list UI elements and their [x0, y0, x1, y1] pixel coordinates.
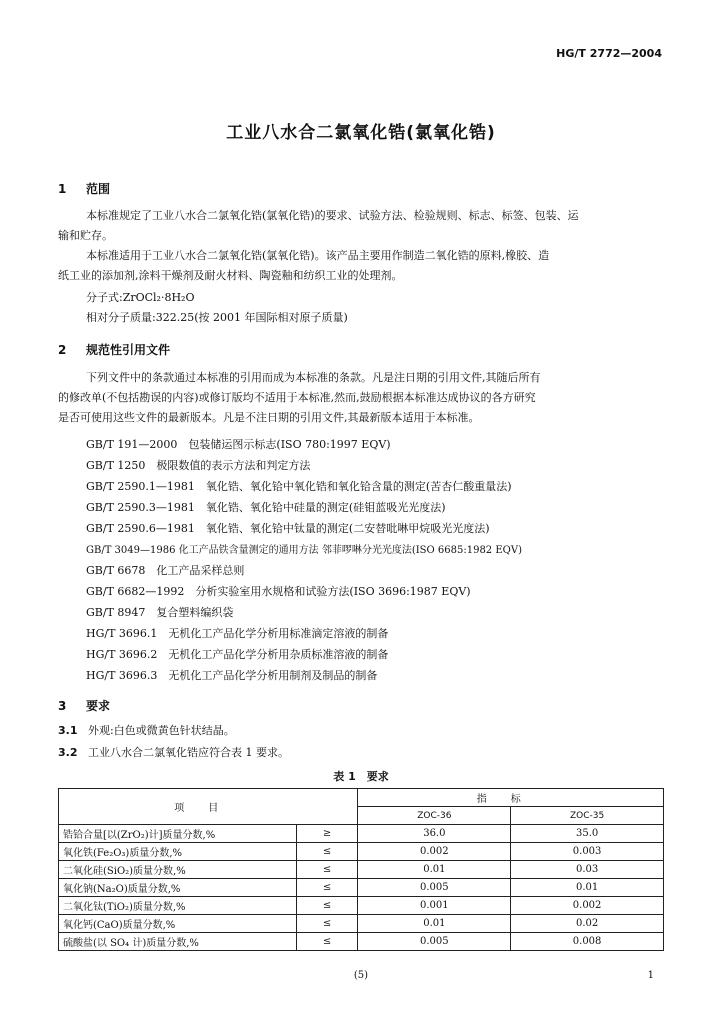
- item-text: 工业八水合二氯氧化锆应符合表 1 要求。: [88, 746, 289, 759]
- row-value: 0.008: [511, 933, 664, 951]
- reference-item: [86, 562, 244, 578]
- requirement-item: [58, 744, 289, 760]
- reference-item: [86, 646, 388, 662]
- molecular-formula: 分子式:ZrOCl₂·8H₂O: [86, 291, 195, 304]
- reference-code: GB/T 191—2000: [86, 438, 178, 451]
- reference-item: [86, 499, 446, 515]
- standard-code: HG/T 2772—2004: [556, 47, 662, 60]
- reference-code: GB/T 1250: [86, 459, 146, 472]
- reference-code: GB/T 2590.6—1981: [86, 522, 195, 535]
- row-value: 0.03: [511, 861, 664, 879]
- reference-title: 氧化锆、氧化铪中钛量的测定(二安替吡啉甲烷吸光光度法): [205, 522, 490, 535]
- reference-code: GB/T 2590.1—1981: [86, 480, 195, 493]
- scope-line: 输和贮存。: [58, 229, 113, 242]
- item-column-header: 项目: [59, 789, 358, 825]
- section-title: 范围: [86, 182, 111, 196]
- page-number: 1: [647, 970, 654, 981]
- table-row: [59, 861, 664, 879]
- row-operator: ≥: [296, 825, 358, 843]
- reference-item: [86, 478, 512, 494]
- reference-title: 氧化锆、氧化铪中氧化锆和氧化铪含量的测定(苦杏仁酸重量法): [205, 480, 512, 493]
- section-2-heading: [58, 341, 170, 358]
- row-label: 氧化钠(Na₂O)质量分数,%: [59, 879, 297, 897]
- row-operator: ≤: [296, 879, 358, 897]
- row-label: 氧化铁(Fe₂O₃)质量分数,%: [59, 843, 297, 861]
- reference-item: [86, 541, 522, 556]
- reference-code: GB/T 2590.3—1981: [86, 501, 195, 514]
- reference-code: HG/T 3696.2: [86, 648, 158, 661]
- row-value: 0.01: [358, 861, 511, 879]
- references-intro-line: 是否可使用这些文件的最新版本。凡是不注日期的引用文件,其最新版本适用于本标准。: [58, 411, 480, 424]
- reference-title: 无机化工产品化学分析用杂质标准溶液的制备: [168, 648, 389, 661]
- reference-title: 化工产品采样总则: [156, 564, 245, 577]
- row-operator: ≤: [296, 861, 358, 879]
- row-operator: ≤: [296, 843, 358, 861]
- row-value: 35.0: [511, 825, 664, 843]
- reference-title: 氧化锆、氧化铪中硅量的测定(硅钼蓝吸光光度法): [205, 501, 446, 514]
- reference-code: GB/T 6678: [86, 564, 146, 577]
- table-row: [59, 915, 664, 933]
- row-operator: ≤: [296, 897, 358, 915]
- scope-line: 本标准适用于工业八水合二氯氧化锆(氯氧化锆)。该产品主要用作制造二氧化锆的原料,橡胶、造: [86, 249, 550, 262]
- row-operator: ≤: [296, 933, 358, 951]
- grade-header: ZOC-36: [358, 807, 511, 825]
- section-number: 1: [58, 182, 67, 196]
- section-number: 3: [58, 699, 67, 713]
- grade-header: ZOC-35: [511, 807, 664, 825]
- row-value: 0.005: [358, 933, 511, 951]
- table-row: [59, 897, 664, 915]
- table-row: [59, 843, 664, 861]
- row-operator: ≤: [296, 915, 358, 933]
- reference-title: 包装储运图示标志(ISO 780:1997 EQV): [188, 438, 391, 451]
- table-row: [59, 825, 664, 843]
- reference-item: [86, 604, 233, 620]
- reference-code: GB/T 6682—1992: [86, 585, 185, 598]
- row-label: 二氧化钛(TiO₂)质量分数,%: [59, 897, 297, 915]
- row-label: 二氧化硅(SiO₂)质量分数,%: [59, 861, 297, 879]
- reference-item: [86, 583, 471, 599]
- row-value: 36.0: [358, 825, 511, 843]
- row-value: 0.003: [511, 843, 664, 861]
- row-label: 氧化钙(CaO)质量分数,%: [59, 915, 297, 933]
- references-intro-line: 下列文件中的条款通过本标准的引用而成为本标准的条款。凡是注日期的引用文件,其随后所有: [86, 371, 541, 384]
- reference-title: 无机化工产品化学分析用标准滴定溶液的制备: [168, 627, 389, 640]
- reference-item: [86, 520, 490, 536]
- row-value: 0.01: [358, 915, 511, 933]
- reference-title: 复合塑料编织袋: [156, 606, 234, 619]
- row-value: 0.002: [511, 897, 664, 915]
- requirement-item: [58, 722, 235, 738]
- page-mark: (5): [353, 970, 369, 981]
- scope-line: 本标准规定了工业八水合二氯氧化锆(氯氧化锆)的要求、试验方法、检验规则、标志、标签、包装、运: [86, 209, 579, 222]
- reference-item: [86, 457, 310, 473]
- row-value: 0.005: [358, 879, 511, 897]
- table-header-row: [59, 789, 664, 807]
- requirements-table: [58, 788, 664, 951]
- reference-item: [86, 436, 391, 452]
- table-caption: 表 1 要求: [333, 770, 389, 783]
- item-number: 3.1: [58, 724, 78, 737]
- row-value: 0.001: [358, 897, 511, 915]
- molar-mass: 相对分子质量:322.25(按 2001 年国际相对原子质量): [86, 311, 348, 324]
- reference-item: [86, 667, 377, 683]
- reference-title: 无机化工产品化学分析用制剂及制品的制备: [168, 669, 378, 682]
- table-row: [59, 933, 664, 951]
- scope-line: 纸工业的添加剂,涂料干燥剂及耐火材料、陶瓷釉和纺织工业的处理剂。: [58, 269, 403, 282]
- index-column-header: 指标: [358, 789, 664, 807]
- reference-title: 极限数值的表示方法和判定方法: [156, 459, 311, 472]
- row-value: 0.002: [358, 843, 511, 861]
- section-3-heading: [58, 697, 110, 714]
- document-title: 工业八水合二氯氧化锆(氯氧化锆): [226, 123, 496, 143]
- row-value: 0.01: [511, 879, 664, 897]
- reference-code: GB/T 3049—1986: [86, 545, 176, 556]
- row-label: 锆铪合量[以(ZrO₂)计]质量分数,%: [59, 825, 297, 843]
- reference-code: GB/T 8947: [86, 606, 146, 619]
- item-number: 3.2: [58, 746, 78, 759]
- row-label: 硫酸盐(以 SO₄ 计)质量分数,%: [59, 933, 297, 951]
- reference-code: HG/T 3696.1: [86, 627, 158, 640]
- section-number: 2: [58, 343, 67, 357]
- row-value: 0.02: [511, 915, 664, 933]
- reference-title: 化工产品铁含量测定的通用方法 邻菲啰啉分光光度法(ISO 6685:1982 EQV): [178, 545, 522, 556]
- section-title: 规范性引用文件: [86, 343, 171, 357]
- reference-item: [86, 625, 388, 641]
- item-text: 外观:白色或微黄色针状结晶。: [88, 724, 235, 737]
- references-intro-line: 的修改单(不包括勘误的内容)或修订版均不适用于本标准,然而,鼓励根据本标准达成协议的各方研究: [58, 391, 536, 404]
- reference-title: 分析实验室用水规格和试验方法(ISO 3696:1987 EQV): [195, 585, 471, 598]
- table-row: [59, 879, 664, 897]
- reference-code: HG/T 3696.3: [86, 669, 158, 682]
- section-1-heading: [58, 180, 110, 197]
- section-title: 要求: [86, 699, 111, 713]
